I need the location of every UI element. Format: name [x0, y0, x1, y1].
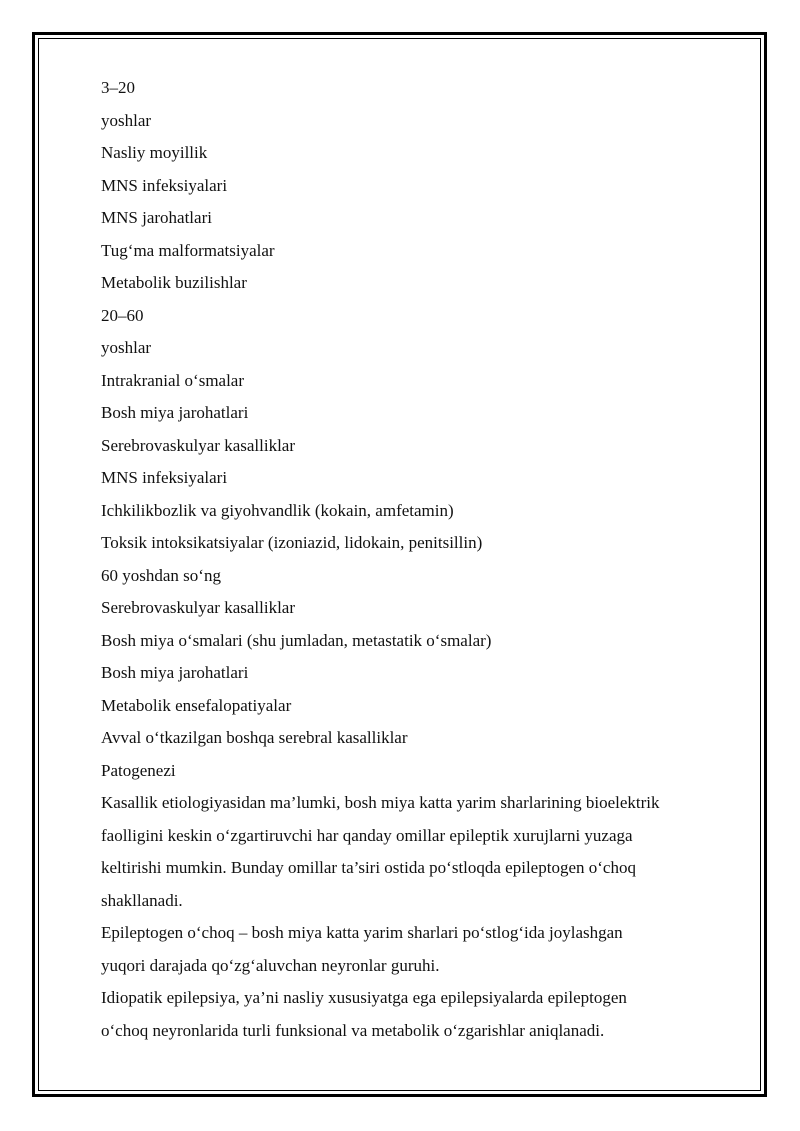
cause-item: Intrakranial o‘smalar — [101, 370, 245, 390]
cause-item: Serebrovaskulyar kasalliklar — [101, 435, 296, 455]
cause-item: MNS infeksiyalari — [101, 175, 228, 195]
cause-item: Bosh miya jarohatlari — [101, 403, 249, 422]
cause-item: MNS infeksiyalari — [101, 468, 228, 487]
cause-item: Bosh miya jarohatlari — [101, 663, 249, 682]
paragraph-line: yuqori darajada qo‘zg‘aluvchan neyronlar guruhi. — [101, 955, 440, 975]
cause-item: Toksik intoksikatsiyalar (izoniazid, lidokain, penitsillin) — [101, 533, 483, 552]
cause-item: Bosh miya o‘smalari (shu jumladan, metastatik o‘smalar) — [101, 630, 492, 650]
paragraph-etiology — [101, 789, 741, 919]
section-heading-pathogenesis: Patogenezi — [101, 760, 176, 780]
paragraph-line: shakllanadi. — [101, 890, 183, 910]
cause-item: MNS jarohatlari — [101, 208, 212, 227]
paragraph-line: keltirishi mumkin. Bunday omillar ta’siri ostida po‘stloqda epileptogen o‘choq — [101, 858, 636, 877]
paragraph-line: Idiopatik epilepsiya, ya’ni nasliy xususiyatga ega epilepsiyalarda epileptogen — [101, 988, 627, 1007]
age-group-heading-unit: yoshlar — [101, 338, 152, 357]
paragraph-line: Kasallik etiologiyasidan ma’lumki, bosh miya katta yarim sharlarining bioelektrik — [101, 793, 660, 812]
paragraph-idiopathic — [101, 984, 741, 1049]
cause-item: Tug‘ma malformatsiyalar — [101, 240, 275, 260]
age-group-heading: 20–60 — [101, 305, 144, 325]
paragraph-epileptogenic-focus — [101, 919, 741, 984]
cause-item: Serebrovaskulyar kasalliklar — [101, 598, 296, 617]
age-group-heading: 60 yoshdan so‘ng — [101, 565, 221, 585]
cause-item: Metabolik ensefalopatiyalar — [101, 695, 292, 715]
cause-item: Ichkilikbozlik va giyohvandlik (kokain, amfetamin) — [101, 500, 454, 520]
cause-item: Nasliy moyillik — [101, 143, 208, 162]
document-body — [101, 74, 741, 1049]
paragraph-line: faolligini keskin o‘zgartiruvchi har qanday omillar epileptik xurujlarni yuzaga — [101, 825, 633, 845]
cause-item: Avval o‘tkazilgan boshqa serebral kasalliklar — [101, 728, 408, 747]
cause-item: Metabolik buzilishlar — [101, 273, 247, 292]
age-group-heading: 3–20 — [101, 78, 135, 97]
paragraph-line: o‘choq neyronlarida turli funksional va metabolik o‘zgarishlar aniqlanadi. — [101, 1020, 605, 1040]
paragraph-line: Epileptogen o‘choq – bosh miya katta yarim sharlari po‘stlog‘ida joylashgan — [101, 923, 623, 942]
age-group-heading-unit: yoshlar — [101, 110, 152, 130]
